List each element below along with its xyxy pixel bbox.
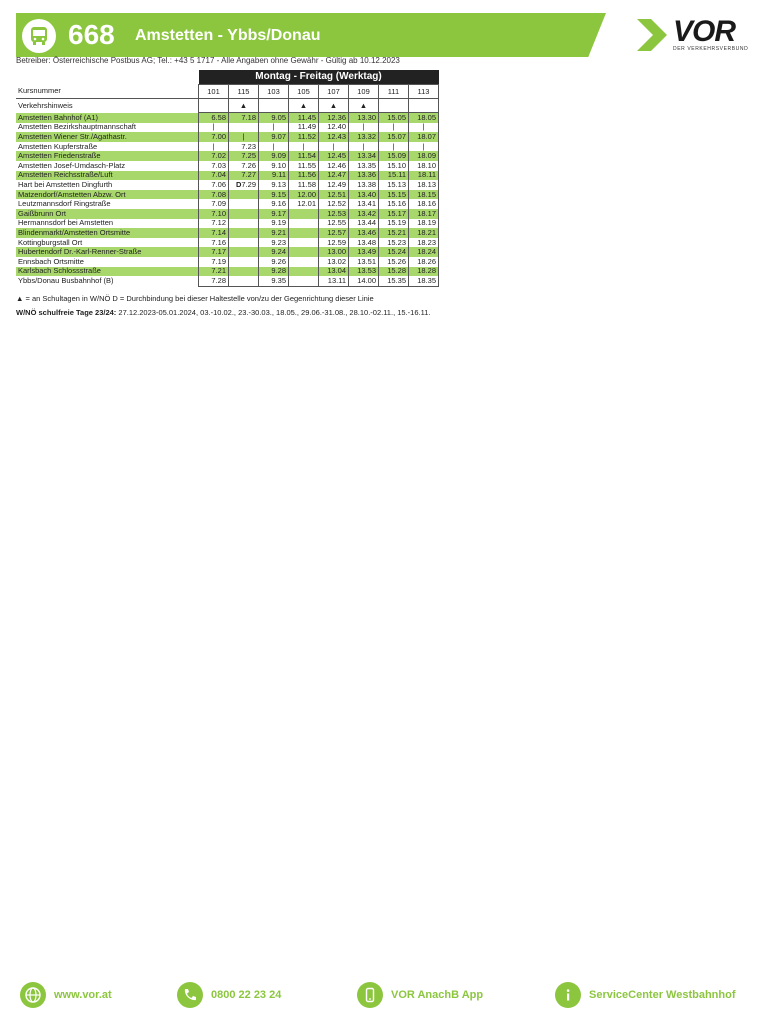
departure-time: 15.13: [379, 180, 409, 190]
departure-time: 9.13: [259, 180, 289, 190]
departure-time: 15.19: [379, 219, 409, 229]
departure-time: 9.28: [259, 267, 289, 277]
departure-time: 13.40: [349, 190, 379, 200]
departure-time: 13.35: [349, 161, 379, 171]
departure-time: 7.25: [229, 151, 259, 161]
departure-time: 7.23: [229, 142, 259, 152]
departure-time: [289, 276, 319, 286]
table-row: [16, 180, 439, 190]
traffic-hint: ▲: [289, 99, 319, 113]
stop-name: Amstetten Friedenstraße: [16, 151, 199, 161]
departure-time: 12.51: [319, 190, 349, 200]
departure-time: [289, 257, 319, 267]
traffic-hint: ▲: [229, 99, 259, 113]
departure-time: 12.49: [319, 180, 349, 190]
departure-time: 18.21: [409, 228, 439, 238]
departure-time: 12.43: [319, 132, 349, 142]
departure-time: 13.02: [319, 257, 349, 267]
departure-time: 7.17: [199, 247, 229, 257]
departure-time: 13.36: [349, 171, 379, 181]
stop-name: Amstetten Bahnhof (A1): [16, 113, 199, 123]
departure-time: 9.16: [259, 199, 289, 209]
departure-time: 7.04: [199, 171, 229, 181]
departure-time: 18.09: [409, 151, 439, 161]
departure-time: 11.49: [289, 123, 319, 133]
departure-time: 11.56: [289, 171, 319, 181]
departure-time: 12.47: [319, 171, 349, 181]
departure-time: 11.54: [289, 151, 319, 161]
departure-time: 18.24: [409, 247, 439, 257]
departure-time: 12.52: [319, 199, 349, 209]
departure-time: [229, 267, 259, 277]
traffic-hint: ▲: [319, 99, 349, 113]
departure-time: |: [289, 142, 319, 152]
course-number: 101: [199, 85, 229, 99]
holidays-label: W/NÖ schulfreie Tage 23/24:: [16, 308, 117, 317]
departure-time: 18.28: [409, 267, 439, 277]
footer-app-text: VOR AnachB App: [391, 989, 484, 1001]
stop-name: Leutzmannsdorf Ringstraße: [18, 199, 111, 209]
departure-time: 7.03: [199, 161, 229, 171]
departure-time: |: [379, 123, 409, 133]
departure-time: 15.10: [379, 161, 409, 171]
footer-web-link[interactable]: [20, 981, 112, 1009]
departure-time: 13.00: [319, 247, 349, 257]
table-row: [16, 267, 439, 277]
departure-time: 9.21: [259, 228, 289, 238]
traffic-hint: ▲: [349, 99, 379, 113]
departure-time: |: [199, 123, 229, 133]
departure-time: [289, 219, 319, 229]
globe-icon: [20, 982, 46, 1008]
table-row: [16, 219, 439, 229]
vor-logo-icon: [637, 19, 671, 51]
stop-name: Matzendorf/Amstetten Abzw. Ort: [16, 190, 199, 200]
departure-time: 7.02: [199, 151, 229, 161]
departure-time: 18.13: [409, 180, 439, 190]
footer-web-text: www.vor.at: [54, 989, 112, 1001]
departure-time: 9.15: [259, 190, 289, 200]
table-row: [16, 199, 439, 209]
day-header: Montag - Freitag (Werktag): [199, 70, 439, 85]
departure-time: D7.29: [229, 180, 259, 190]
footer-service-link[interactable]: [555, 981, 736, 1009]
departure-time: 9.10: [259, 161, 289, 171]
departure-time: 9.24: [259, 247, 289, 257]
departure-time: 18.19: [409, 219, 439, 229]
table-row: [16, 247, 439, 257]
departure-time: 13.48: [349, 238, 379, 248]
departure-time: 13.04: [319, 267, 349, 277]
departure-time: [229, 199, 259, 209]
course-number: 115: [229, 85, 259, 99]
stop-name: Amstetten Reichsstraße/Luft: [16, 171, 199, 181]
stop-name: Kottingburgstall Ort: [18, 237, 83, 247]
departure-time: 15.15: [379, 190, 409, 200]
timetable: [16, 70, 439, 287]
departure-time: [229, 257, 259, 267]
departure-time: 7.28: [199, 276, 229, 286]
course-number: 109: [349, 85, 379, 99]
departure-time: [289, 209, 319, 219]
footer-phone-text: 0800 22 23 24: [211, 989, 282, 1001]
holidays-note: [16, 308, 430, 317]
departure-time: 9.17: [259, 209, 289, 219]
stop-name: Hubertendorf Dr.-Karl-Renner-Straße: [16, 247, 199, 257]
departure-time: 18.16: [409, 199, 439, 209]
course-number: 107: [319, 85, 349, 99]
departure-time: 11.45: [289, 113, 319, 123]
departure-time: 18.05: [409, 113, 439, 123]
departure-time: 13.42: [349, 209, 379, 219]
departure-time: |: [409, 142, 439, 152]
departure-time: [229, 123, 259, 133]
table-row: [16, 238, 439, 248]
stop-name: Amstetten Wiener Str./Agathastr.: [16, 132, 199, 142]
departure-time: 15.23: [379, 238, 409, 248]
departure-time: 12.55: [319, 219, 349, 229]
traffic-hint: [259, 99, 289, 113]
vor-logo-subtitle: DER VERKEHRSVERBUND: [673, 46, 749, 52]
table-row: [16, 142, 439, 152]
legend: ▲ = an Schultagen in W/NÖ D = Durchbindung bei dieser Haltestelle von/zu der Gegenrichtung dieser Linie: [16, 294, 374, 303]
table-row: [16, 151, 439, 161]
departure-time: 7.19: [199, 257, 229, 267]
stop-name: Ennsbach Ortsmitte: [18, 256, 84, 266]
departure-time: |: [259, 142, 289, 152]
departure-time: 18.26: [409, 257, 439, 267]
departure-time: 12.40: [319, 123, 349, 133]
departure-time: 15.24: [379, 247, 409, 257]
departure-time: 9.05: [259, 113, 289, 123]
departure-time: |: [259, 123, 289, 133]
stop-name: Ybbs/Donau Busbahnhof (B): [18, 276, 114, 286]
departure-time: 15.35: [379, 276, 409, 286]
departure-time: 15.07: [379, 132, 409, 142]
departure-time: [289, 238, 319, 248]
departure-time: 7.14: [199, 228, 229, 238]
departure-time: 12.57: [319, 228, 349, 238]
bus-icon: [22, 19, 56, 53]
departure-time: 18.17: [409, 209, 439, 219]
departure-time: [289, 267, 319, 277]
operator-info: Betreiber: Österreichische Postbus AG; Tel.: +43 5 1717 - Alle Angaben ohne Gewähr - Gültig ab 10.12.2023: [16, 56, 400, 65]
table-row: [16, 276, 439, 286]
departure-time: [229, 209, 259, 219]
course-number: 103: [259, 85, 289, 99]
departure-time: 12.36: [319, 113, 349, 123]
departure-time: 13.44: [349, 219, 379, 229]
line-number: 668: [68, 19, 115, 50]
departure-time: 13.38: [349, 180, 379, 190]
departure-time: 12.46: [319, 161, 349, 171]
departure-time: [229, 190, 259, 200]
departure-time: 7.16: [199, 238, 229, 248]
departure-time: [289, 247, 319, 257]
phone-icon: [177, 982, 203, 1008]
departure-time: |: [229, 132, 259, 142]
departure-time: 12.00: [289, 190, 319, 200]
departure-time: |: [319, 142, 349, 152]
departure-time: |: [409, 123, 439, 133]
departure-time: 13.51: [349, 257, 379, 267]
kursnummer-label: Kursnummer: [16, 85, 199, 99]
departure-time: 13.32: [349, 132, 379, 142]
departure-time: 7.10: [199, 209, 229, 219]
departure-time: 11.58: [289, 180, 319, 190]
departure-time: 7.09: [199, 199, 229, 209]
departure-time: 11.52: [289, 132, 319, 142]
departure-time: |: [379, 142, 409, 152]
departure-time: 18.23: [409, 238, 439, 248]
departure-time: 18.35: [409, 276, 439, 286]
table-row: [16, 171, 439, 181]
course-number: 105: [289, 85, 319, 99]
departure-time: 13.46: [349, 228, 379, 238]
table-row: [16, 123, 439, 133]
departure-time: 7.21: [199, 267, 229, 277]
departure-time: 18.15: [409, 190, 439, 200]
table-row: [16, 132, 439, 142]
departure-time: |: [349, 123, 379, 133]
table-row: [16, 161, 439, 171]
departure-time: 12.53: [319, 209, 349, 219]
departure-time: 9.23: [259, 238, 289, 248]
stop-name: Gaißbrunn Ort: [16, 209, 199, 219]
traffic-hint: [199, 99, 229, 113]
stop-name: Hermannsdorf bei Amstetten: [18, 218, 114, 228]
departure-time: 15.21: [379, 228, 409, 238]
departure-time: 9.26: [259, 257, 289, 267]
departure-time: [229, 219, 259, 229]
smartphone-icon: [357, 982, 383, 1008]
departure-time: 13.53: [349, 267, 379, 277]
departure-time: 9.35: [259, 276, 289, 286]
info-icon: [555, 982, 581, 1008]
departure-time: 9.19: [259, 219, 289, 229]
stop-name: Karlsbach Schlossstraße: [16, 267, 199, 277]
departure-time: 13.34: [349, 151, 379, 161]
course-number: 111: [379, 85, 409, 99]
departure-time: 7.12: [199, 219, 229, 229]
table-row: [16, 209, 439, 219]
route-title: Amstetten - Ybbs/Donau: [135, 27, 321, 44]
departure-time: [229, 247, 259, 257]
stop-name: Blindenmarkt/Amstetten Ortsmitte: [16, 228, 199, 238]
departure-time: 15.09: [379, 151, 409, 161]
departure-time: 18.07: [409, 132, 439, 142]
departure-time: [289, 228, 319, 238]
table-row: [16, 113, 439, 123]
departure-time: 6.58: [199, 113, 229, 123]
table-row: [16, 257, 439, 267]
table-row: [16, 228, 439, 238]
footer-app-link[interactable]: [357, 981, 483, 1009]
footer-service-text: ServiceCenter Westbahnhof: [589, 989, 736, 1001]
departure-time: 15.17: [379, 209, 409, 219]
holidays-dates: 27.12.2023-05.01.2024, 03.-10.02., 23.-30.03., 18.05., 29.06.-31.08., 28.10.-02.11., 15.-16.11.: [118, 308, 431, 317]
departure-time: 7.08: [199, 190, 229, 200]
departure-time: 13.30: [349, 113, 379, 123]
traffic-hint: [409, 99, 439, 113]
departure-time: 13.11: [319, 276, 349, 286]
departure-time: |: [349, 142, 379, 152]
departure-time: 7.27: [229, 171, 259, 181]
departure-time: 12.45: [319, 151, 349, 161]
departure-time: 7.06: [199, 180, 229, 190]
departure-time: 9.07: [259, 132, 289, 142]
departure-time: 7.00: [199, 132, 229, 142]
stop-name: Amstetten Bezirkshauptmannschaft: [18, 122, 136, 132]
traffic-hint: [379, 99, 409, 113]
departure-time: 15.28: [379, 267, 409, 277]
departure-time: 12.59: [319, 238, 349, 248]
departure-time: [229, 238, 259, 248]
departure-time: 9.09: [259, 151, 289, 161]
departure-time: 15.26: [379, 257, 409, 267]
departure-time: 7.26: [229, 161, 259, 171]
verkehrshinweis-label: Verkehrshinweis: [18, 100, 73, 110]
departure-time: 11.55: [289, 161, 319, 171]
departure-time: 12.01: [289, 199, 319, 209]
vor-logo-text: VOR: [673, 15, 736, 48]
departure-time: 9.11: [259, 171, 289, 181]
departure-time: 18.11: [409, 171, 439, 181]
departure-time: 15.16: [379, 199, 409, 209]
footer-phone-link[interactable]: [177, 981, 281, 1009]
departure-time: [229, 228, 259, 238]
departure-time: |: [199, 142, 229, 152]
table-row: [16, 190, 439, 200]
departure-time: 7.18: [229, 113, 259, 123]
stop-name: Amstetten Josef-Umdasch-Platz: [18, 160, 126, 170]
course-number: 113: [409, 85, 439, 99]
departure-time: 13.49: [349, 247, 379, 257]
departure-time: 13.41: [349, 199, 379, 209]
departure-time: 15.11: [379, 171, 409, 181]
departure-time: 15.05: [379, 113, 409, 123]
stop-name: Amstetten Kupferstraße: [18, 141, 98, 151]
departure-time: 14.00: [349, 276, 379, 286]
stop-name: Hart bei Amstetten Dingfurth: [18, 179, 113, 189]
departure-time: 18.10: [409, 161, 439, 171]
departure-time: [229, 276, 259, 286]
